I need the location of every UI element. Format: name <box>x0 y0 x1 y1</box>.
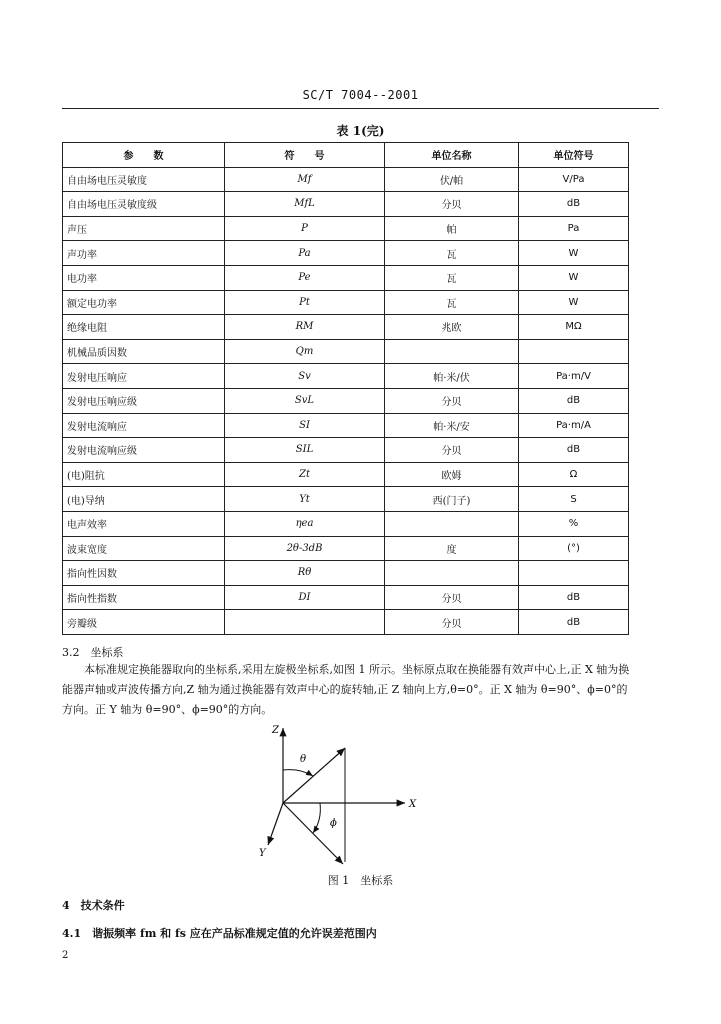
unit-name-cell: 度 <box>385 536 519 561</box>
figure-caption: 图 1 坐标系 <box>327 874 394 887</box>
theta-label: θ <box>300 754 307 765</box>
param-cell: 旁瓣级 <box>63 610 225 635</box>
symbol-cell: Zt <box>225 462 385 487</box>
header-unit-name: 单位名称 <box>385 143 519 168</box>
unit-name-cell: 分贝 <box>385 192 519 217</box>
unit-symbol-cell: Pa·m/V <box>519 364 629 389</box>
param-cell: 发射电流响应级 <box>63 438 225 463</box>
unit-name-cell: 分贝 <box>385 438 519 463</box>
section-4-title: 4 技术条件 <box>62 899 125 912</box>
param-cell: 声功率 <box>63 241 225 266</box>
y-label: Y <box>259 848 266 859</box>
x-label: X <box>409 799 417 810</box>
section-3-2-title: 3.2 坐标系 <box>62 646 124 659</box>
param-cell: 自由场电压灵敏度级 <box>63 192 225 217</box>
vector-line <box>283 748 345 803</box>
phi-arc <box>313 803 320 833</box>
unit-name-cell: 帕·米/伏 <box>385 364 519 389</box>
unit-symbol-cell: % <box>519 511 629 536</box>
unit-symbol-cell: (°) <box>519 536 629 561</box>
symbol-cell: SIL <box>225 438 385 463</box>
param-cell: 额定电功率 <box>63 290 225 315</box>
unit-symbol-cell: W <box>519 241 629 266</box>
symbol-cell: P <box>225 216 385 241</box>
symbol-cell: Pa <box>225 241 385 266</box>
unit-symbol-cell: S <box>519 487 629 512</box>
document-code: SC/T 7004--2001 <box>302 88 419 102</box>
symbol-cell: RM <box>225 315 385 340</box>
param-cell: 波束宽度 <box>63 536 225 561</box>
unit-symbol-cell: W <box>519 290 629 315</box>
param-cell: 发射电流响应 <box>63 413 225 438</box>
unit-symbol-cell: dB <box>519 585 629 610</box>
header-param: 参 数 <box>63 143 225 168</box>
unit-name-cell: 帕·米/安 <box>385 413 519 438</box>
unit-symbol-cell: dB <box>519 192 629 217</box>
param-cell: 电声效率 <box>63 511 225 536</box>
unit-name-cell: 瓦 <box>385 265 519 290</box>
header-symbol: 符 号 <box>225 143 385 168</box>
symbol-cell: SI <box>225 413 385 438</box>
unit-name-cell: 西(门子) <box>385 487 519 512</box>
unit-name-cell: 伏/帕 <box>385 167 519 192</box>
symbol-cell: DI <box>225 585 385 610</box>
unit-symbol-cell: W <box>519 265 629 290</box>
z-label: Z <box>272 725 279 736</box>
unit-symbol-cell: dB <box>519 438 629 463</box>
unit-name-cell: 兆欧 <box>385 315 519 340</box>
unit-name-cell: 分贝 <box>385 585 519 610</box>
section-4-1-title: 4.1 谐振频率 fm 和 fs 应在产品标准规定值的允许误差范围内 <box>62 927 377 940</box>
symbol-cell: Qm <box>225 339 385 364</box>
param-cell: 机械品质因数 <box>63 339 225 364</box>
symbol-cell: Rθ <box>225 561 385 586</box>
table-caption: 表 1(完) <box>336 124 385 138</box>
unit-name-cell: 分贝 <box>385 610 519 635</box>
param-cell: (电)阻抗 <box>63 462 225 487</box>
param-cell: 绝缘电阻 <box>63 315 225 340</box>
unit-symbol-cell: MΩ <box>519 315 629 340</box>
param-cell: 自由场电压灵敏度 <box>63 167 225 192</box>
y-axis <box>268 803 283 845</box>
param-cell: 发射电压响应级 <box>63 388 225 413</box>
symbol-cell: Pt <box>225 290 385 315</box>
symbol-cell: Pe <box>225 265 385 290</box>
param-cell: (电)导纳 <box>63 487 225 512</box>
page-number: 2 <box>62 950 69 961</box>
unit-symbol-cell: Ω <box>519 462 629 487</box>
symbol-cell: SvL <box>225 388 385 413</box>
param-cell: 指向性指数 <box>63 585 225 610</box>
param-cell: 指向性因数 <box>63 561 225 586</box>
unit-name-cell: 瓦 <box>385 290 519 315</box>
symbol-cell: MfL <box>225 192 385 217</box>
param-cell: 声压 <box>63 216 225 241</box>
theta-arc <box>283 770 313 776</box>
symbol-cell: Sv <box>225 364 385 389</box>
unit-symbol-cell: dB <box>519 610 629 635</box>
unit-symbol-cell: dB <box>519 388 629 413</box>
section-3-2-paragraph: 本标准规定换能器取向的坐标系,采用左旋极坐标系,如图 1 所示。坐标原点取在换能器有效声中心上,正 X 轴为换能器声轴或声波传播方向,Z 轴为通过换能器有效声中心的旋转轴,正 Z 轴向上方,θ=0°。正 X 轴为 θ=90°、ϕ=0°的方向。正 Y 轴为 θ=90°、ϕ=90°的方向。 <box>62 663 630 716</box>
param-cell: 电功率 <box>63 265 225 290</box>
phi-label: ϕ <box>330 818 337 829</box>
symbol-cell: Yt <box>225 487 385 512</box>
symbol-cell: Mf <box>225 167 385 192</box>
header-unit-symbol: 单位符号 <box>519 143 629 168</box>
unit-symbol-cell: Pa·m/A <box>519 413 629 438</box>
unit-name-cell: 帕 <box>385 216 519 241</box>
symbol-cell: ηea <box>225 511 385 536</box>
unit-name-cell: 分贝 <box>385 388 519 413</box>
unit-name-cell: 瓦 <box>385 241 519 266</box>
unit-symbol-cell: V/Pa <box>519 167 629 192</box>
unit-symbol-cell: Pa <box>519 216 629 241</box>
param-cell: 发射电压响应 <box>63 364 225 389</box>
projection-line <box>283 803 343 864</box>
symbol-cell: 2θ-3dB <box>225 536 385 561</box>
unit-name-cell: 欧姆 <box>385 462 519 487</box>
